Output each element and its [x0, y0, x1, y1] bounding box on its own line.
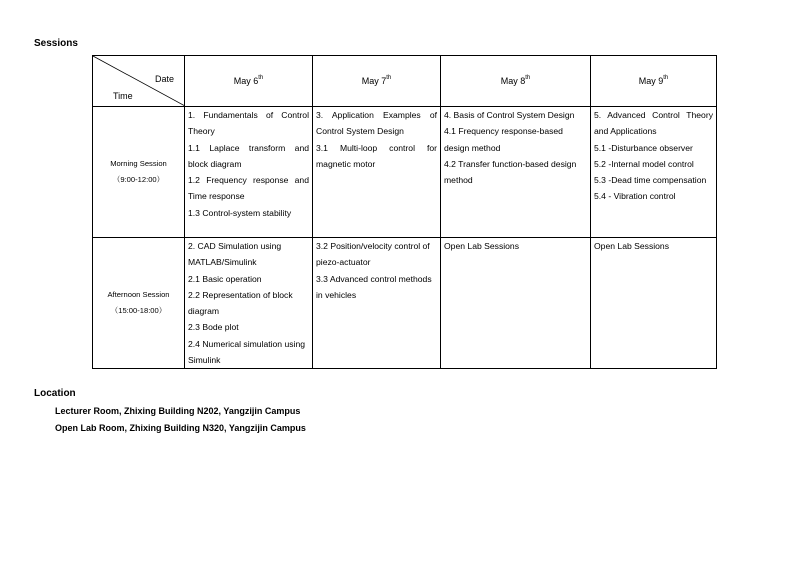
day-header-may-8: May 8th [441, 56, 591, 107]
corner-time-label: Time [113, 91, 133, 101]
corner-date-label: Date [154, 74, 174, 84]
day-header-may-9: May 9th [591, 56, 717, 107]
cell-may-6-afternoon: 2. CAD Simulation using MATLAB/Simulink 2.1 Basic operation 2.2 Representation of block diagram 2.3 Bode plot 2.4 Numerical simulation using Simulink [185, 238, 313, 369]
day-header-may-6: May 6th [185, 56, 313, 107]
afternoon-session-label: Afternoon Session （15:00-18:00） [93, 238, 185, 369]
afternoon-row [93, 238, 717, 369]
cell-may-8-morning: 4. Basis of Control System Design 4.1 Frequency response-based design method 4.2 Transfer function-based design method [441, 107, 591, 238]
morning-session-label: Morning Session （9:00-12:00） [93, 107, 185, 238]
cell-may-7-afternoon: 3.2 Position/velocity control of piezo-actuator 3.3 Advanced control methods in vehicles [313, 238, 441, 369]
schedule-table [92, 55, 717, 369]
cell-may-9-afternoon: Open Lab Sessions [591, 238, 717, 369]
sessions-heading: Sessions [34, 38, 78, 49]
location-heading: Location [34, 388, 76, 399]
cell-may-6-morning: 1. Fundamentals of Control Theory 1.1 Laplace transform and block diagram 1.2 Frequency response and Time response 1.3 Control-system stability [185, 107, 313, 238]
morning-row [93, 107, 717, 238]
cell-may-7-morning: 3. Application Examples of Control System Design 3.1 Multi-loop control for magnetic motor [313, 107, 441, 238]
location-lecturer-room: Lecturer Room, Zhixing Building N202, Yangzijin Campus [55, 406, 301, 416]
cell-may-9-morning: 5. Advanced Control Theory and Applications 5.1 -Disturbance observer 5.2 -Internal model control 5.3 -Dead time compensation 5.4 - Vibration control [591, 107, 717, 238]
day-header-may-7: May 7th [313, 56, 441, 107]
header-row [93, 56, 717, 107]
corner-cell [93, 56, 185, 107]
location-open-lab-room: Open Lab Room, Zhixing Building N320, Yangzijin Campus [55, 423, 306, 433]
cell-may-8-afternoon: Open Lab Sessions [441, 238, 591, 369]
